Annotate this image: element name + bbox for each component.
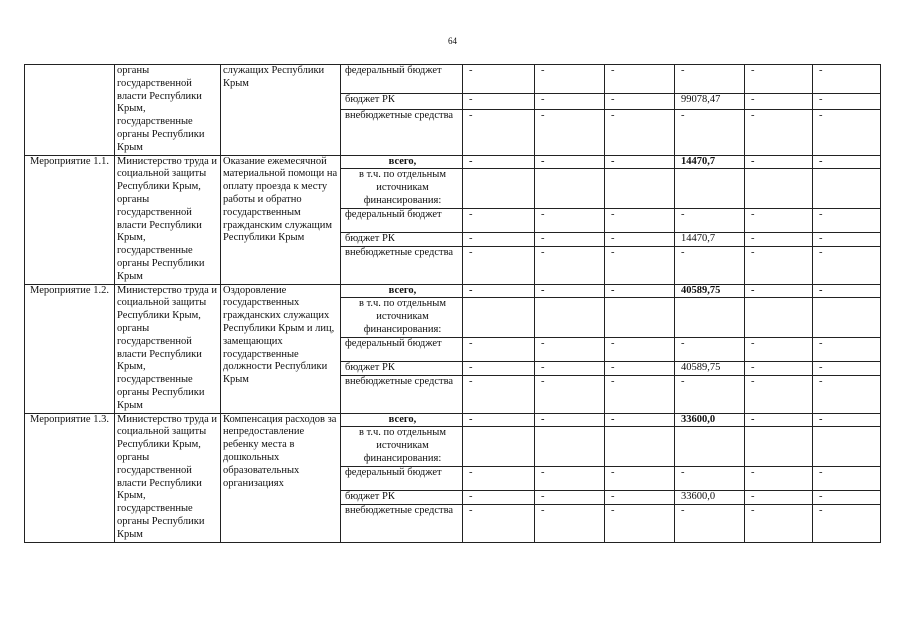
value-cell: -: [745, 65, 813, 94]
value-cell: [675, 298, 745, 337]
value-cell: [605, 169, 675, 208]
value-cell: 99078,47: [675, 93, 745, 109]
value-cell: -: [745, 232, 813, 246]
value-cell: -: [813, 65, 881, 94]
source-cell: в т.ч. по отдельным источникам финансирования:: [341, 298, 463, 337]
value-cell: [745, 169, 813, 208]
value-cell: -: [745, 466, 813, 490]
description-cell: служащих Республики Крым: [221, 65, 341, 156]
value-cell: [745, 427, 813, 466]
value-cell: -: [605, 504, 675, 542]
value-cell: -: [535, 284, 605, 298]
value-cell: -: [675, 504, 745, 542]
value-cell: -: [463, 413, 535, 427]
table-row: [25, 413, 881, 427]
value-cell: [813, 427, 881, 466]
value-cell: -: [745, 93, 813, 109]
source-cell: в т.ч. по отдельным источникам финансирования:: [341, 427, 463, 466]
value-cell: -: [745, 208, 813, 232]
value-cell: -: [605, 65, 675, 94]
source-cell: внебюджетные средства: [341, 504, 463, 542]
value-cell: -: [813, 93, 881, 109]
value-cell: -: [535, 232, 605, 246]
executor-cell: Министерство труда и социальной защиты Республики Крым, органы государственной власти Республики Крым, государственные органы Республики Крым: [115, 284, 221, 413]
value-cell: -: [675, 246, 745, 284]
value-cell: -: [813, 155, 881, 169]
source-cell: всего,: [341, 155, 463, 169]
value-cell: -: [463, 466, 535, 490]
value-cell: -: [535, 65, 605, 94]
value-cell: -: [605, 337, 675, 361]
value-cell: -: [605, 155, 675, 169]
value-cell: -: [745, 110, 813, 155]
value-cell: 33600,0: [675, 413, 745, 427]
value-cell: [535, 169, 605, 208]
value-cell: -: [605, 246, 675, 284]
source-cell: федеральный бюджет: [341, 337, 463, 361]
value-cell: -: [675, 65, 745, 94]
value-cell: 40589,75: [675, 361, 745, 375]
value-cell: -: [813, 504, 881, 542]
source-cell: всего,: [341, 284, 463, 298]
value-cell: -: [535, 466, 605, 490]
value-cell: -: [675, 208, 745, 232]
table-row: [25, 65, 881, 94]
description-cell: Оздоровление государственных гражданских служащих Республики Крым и лиц, замещающих государственные должности Республики Крым: [221, 284, 341, 413]
value-cell: -: [463, 155, 535, 169]
value-cell: [813, 298, 881, 337]
value-cell: [675, 169, 745, 208]
source-cell: бюджет РК: [341, 361, 463, 375]
value-cell: -: [463, 65, 535, 94]
description-cell: Оказание ежемесячной материальной помощи на оплату проезда к месту работы и обратно государственным гражданским служащим Республики Крым: [221, 155, 341, 284]
value-cell: -: [463, 110, 535, 155]
measure-code-cell: Мероприятие 1.2.: [25, 284, 115, 413]
value-cell: -: [813, 490, 881, 504]
source-cell: внебюджетные средства: [341, 110, 463, 155]
value-cell: -: [813, 375, 881, 413]
value-cell: -: [675, 466, 745, 490]
page-number: 64: [448, 36, 457, 46]
value-cell: -: [605, 361, 675, 375]
measure-code-cell: [25, 65, 115, 156]
value-cell: -: [813, 246, 881, 284]
value-cell: -: [535, 155, 605, 169]
value-cell: -: [535, 246, 605, 284]
source-cell: бюджет РК: [341, 93, 463, 109]
financing-table: [24, 64, 881, 543]
value-cell: -: [535, 208, 605, 232]
value-cell: -: [745, 504, 813, 542]
value-cell: -: [463, 490, 535, 504]
source-cell: в т.ч. по отдельным источникам финансирования:: [341, 169, 463, 208]
source-cell: всего,: [341, 413, 463, 427]
executor-cell: Министерство труда и социальной защиты Республики Крым, органы государственной власти Республики Крым, государственные органы Республики Крым: [115, 155, 221, 284]
source-cell: внебюджетные средства: [341, 375, 463, 413]
source-cell: федеральный бюджет: [341, 208, 463, 232]
value-cell: -: [605, 232, 675, 246]
value-cell: -: [463, 504, 535, 542]
value-cell: -: [535, 413, 605, 427]
value-cell: 14470,7: [675, 232, 745, 246]
value-cell: -: [463, 208, 535, 232]
value-cell: -: [463, 232, 535, 246]
value-cell: [675, 427, 745, 466]
value-cell: -: [463, 284, 535, 298]
executor-cell: органы государственной власти Республики Крым, государственные органы Республики Крым: [115, 65, 221, 156]
value-cell: [463, 169, 535, 208]
value-cell: -: [813, 337, 881, 361]
value-cell: 40589,75: [675, 284, 745, 298]
value-cell: -: [605, 490, 675, 504]
value-cell: -: [675, 337, 745, 361]
value-cell: -: [813, 361, 881, 375]
value-cell: -: [813, 232, 881, 246]
executor-cell: Министерство труда и социальной защиты Республики Крым, органы государственной власти Республики Крым, государственные органы Республики Крым: [115, 413, 221, 542]
value-cell: -: [745, 155, 813, 169]
value-cell: -: [463, 337, 535, 361]
source-cell: бюджет РК: [341, 490, 463, 504]
value-cell: -: [605, 466, 675, 490]
value-cell: -: [745, 375, 813, 413]
value-cell: -: [605, 375, 675, 413]
measure-code-cell: Мероприятие 1.1.: [25, 155, 115, 284]
measure-code-cell: Мероприятие 1.3.: [25, 413, 115, 542]
value-cell: -: [535, 490, 605, 504]
value-cell: -: [463, 375, 535, 413]
value-cell: [535, 298, 605, 337]
value-cell: -: [605, 208, 675, 232]
value-cell: [463, 427, 535, 466]
table-row: [25, 155, 881, 169]
value-cell: -: [463, 93, 535, 109]
value-cell: -: [463, 361, 535, 375]
source-cell: бюджет РК: [341, 232, 463, 246]
value-cell: -: [745, 490, 813, 504]
value-cell: -: [745, 337, 813, 361]
value-cell: -: [535, 93, 605, 109]
value-cell: -: [813, 413, 881, 427]
value-cell: -: [745, 413, 813, 427]
source-cell: федеральный бюджет: [341, 466, 463, 490]
value-cell: [605, 427, 675, 466]
value-cell: [745, 298, 813, 337]
value-cell: -: [605, 413, 675, 427]
value-cell: -: [745, 246, 813, 284]
value-cell: -: [535, 337, 605, 361]
value-cell: [605, 298, 675, 337]
value-cell: -: [535, 361, 605, 375]
value-cell: 33600,0: [675, 490, 745, 504]
value-cell: -: [813, 110, 881, 155]
description-cell: Компенсация расходов за непредоставление ребенку места в дошкольных образовательных организациях: [221, 413, 341, 542]
value-cell: -: [745, 284, 813, 298]
value-cell: -: [675, 375, 745, 413]
value-cell: -: [605, 93, 675, 109]
value-cell: -: [463, 246, 535, 284]
value-cell: -: [535, 504, 605, 542]
value-cell: -: [675, 110, 745, 155]
source-cell: федеральный бюджет: [341, 65, 463, 94]
value-cell: -: [813, 208, 881, 232]
value-cell: -: [535, 375, 605, 413]
value-cell: -: [535, 110, 605, 155]
value-cell: -: [745, 361, 813, 375]
value-cell: [535, 427, 605, 466]
value-cell: -: [605, 284, 675, 298]
value-cell: -: [605, 110, 675, 155]
table-row: [25, 284, 881, 298]
source-cell: внебюджетные средства: [341, 246, 463, 284]
value-cell: -: [813, 284, 881, 298]
value-cell: 14470,7: [675, 155, 745, 169]
value-cell: -: [813, 466, 881, 490]
value-cell: [463, 298, 535, 337]
value-cell: [813, 169, 881, 208]
